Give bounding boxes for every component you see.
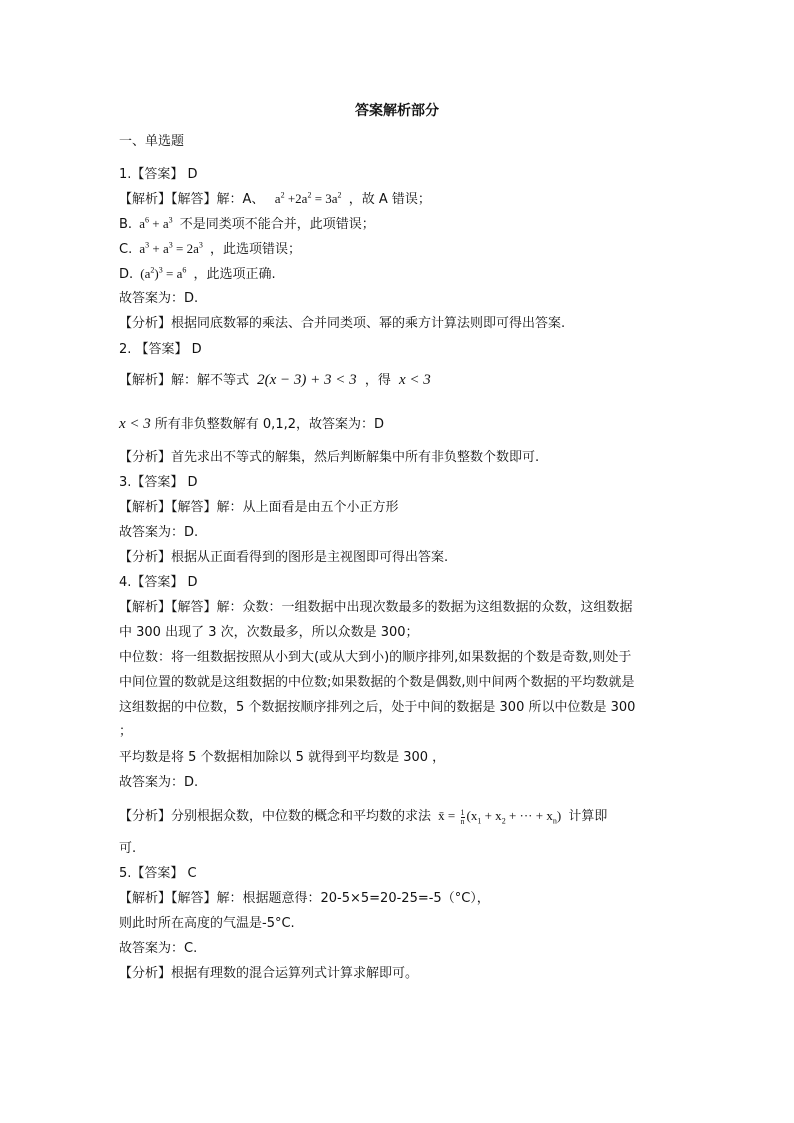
q5-conclusion: 故答案为：C. [119,941,198,956]
q2-line2-math: x < 3 [119,416,151,432]
q1-formula-b: $a^6 + a^3$ [139,215,173,231]
q1-conclusion: 故答案为：D. [119,291,199,306]
q2-mid: ，得 [364,373,391,388]
q4-analysis-suffix: 计算即 [568,809,608,824]
q4-line-6: ； [119,724,133,739]
q2-analysis: 【分析】首先求出不等式的解集，然后判断解集中所有非负整数个数即可. [119,450,540,465]
q1-analysis: 【分析】根据同底数幂的乘法、合并同类项、幂的乘方计算法则即可得出答案. [119,316,566,331]
q4-conclusion: 故答案为：D. [119,775,199,790]
q1-b-suffix: 不是同类项不能合并，此项错误； [179,217,375,232]
q1-jiexi-prefix: 【解析】【解答】解：A、 [119,192,265,207]
q4-mean-formula: x̄ = $\frac{1}{n}$ ($x_1 + x_2$ + ··· + $x_n$) [438,807,562,826]
q1-d-prefix: D. [119,267,134,282]
q2-line2-text: 所有非负整数解有 0,1,2，故答案为：D [154,417,385,432]
q4-analysis-prefix: 【分析】分别根据众数，中位数的概念和平均数的求法 [119,809,432,824]
q4-analysis-end: 可. [119,841,137,856]
q4-line-5: 这组数据的中位数，5 个数据按顺序排列之后，处于中间的数据是 300 所以中位数是 300 [119,700,636,715]
q4-analysis [119,807,607,826]
q1-c-suffix: ，此选项错误； [210,242,302,257]
q1-option-c [119,240,301,259]
q1-answer: 1.【答案】 D [119,167,198,182]
q5-analysis: 【分析】根据有理数的混合运算列式计算求解即可。 [119,966,419,981]
q4-answer: 4.【答案】 D [119,575,198,590]
q2-answer: 2. 【答案】 D [119,342,202,357]
q4-line-2: 中 300 出现了 3 次，次数最多，所以众数是 300； [119,625,419,640]
q3-answer: 3.【答案】 D [119,475,198,490]
q2-analysis-1 [119,371,435,390]
q1-option-b [119,215,375,234]
q5-line-2: 则此时所在高度的气温是-5°C. [119,916,295,931]
q1-formula-a: $a^2 +2a^2 = 3a^2$ [271,190,342,206]
q2-analysis-2 [119,415,384,434]
q1-d-suffix: ，此选项正确. [193,267,276,282]
section-heading: 一、单选题 [119,134,185,149]
q4-line-3: 中位数：将一组数据按照从小到大(或从大到小)的顺序排列,如果数据的个数是奇数,则处于 [119,650,632,665]
q2-result: x < 3 [398,372,431,388]
q1-formula-d: $(a^2)^3 = a^6$ [140,265,187,281]
q1-formula-c: $a^3 + a^3 = 2a^3$ [139,240,203,256]
q1-c-prefix: C. [119,242,133,257]
q1-analysis-a [119,190,431,209]
q1-b-prefix: B. [119,217,133,232]
q3-conclusion: 故答案为：D. [119,525,199,540]
q4-line-4: 中间位置的数就是这组数据的中位数;如果数据的个数是偶数,则中间两个数据的平均数就是 [119,675,635,690]
q5-answer: 5.【答案】 C [119,866,197,881]
q2-inequality: 2(x − 3) + 3 < 3 [257,372,357,388]
q3-jiexi: 【解析】【解答】解：从上面看是由五个小正方形 [119,500,399,515]
q3-analysis: 【分析】根据从正面看得到的图形是主视图即可得出答案. [119,550,449,565]
q4-line-1: 【解析】【解答】解：众数：一组数据中出现次数最多的数据为这组数据的众数，这组数据 [119,600,633,615]
q1-jiexi-suffix: ，故 A 错误； [348,192,431,207]
q2-jiexi-prefix: 【解析】解：解不等式 [119,373,250,388]
q5-line-1: 【解析】【解答】解：根据题意得：20-5×5=20-25=-5（°C）， [119,891,490,906]
q4-line-7: 平均数是将 5 个数据相加除以 5 就得到平均数是 300 ， [119,750,446,765]
page-title: 答案解析部分 [355,103,439,119]
q1-option-d [119,265,276,284]
